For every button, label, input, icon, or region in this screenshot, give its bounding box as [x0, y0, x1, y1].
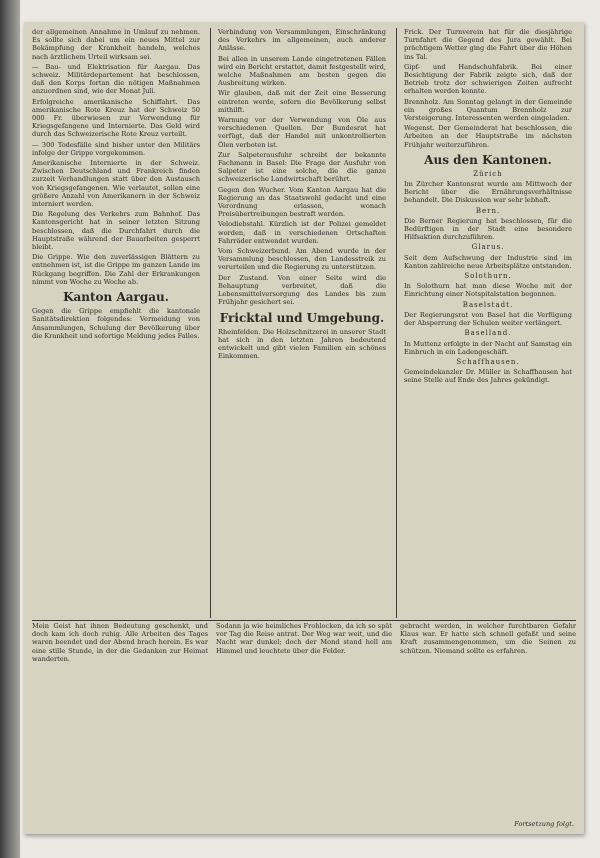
- article-paragraph: Amerikanische Internierte in der Schweiz. Zwischen Deutschland und Frankreich finden zurzeit Verhandlungen statt über den Austausch von Kriegsgefangenen. Wie verlautet, sollen eine größere Anzahl von Amerikanern in der Schweiz interniert werden.: [32, 159, 200, 209]
- article-paragraph: — Bau- und Elektrisation für Aargau. Das schweiz. Militärdepartement hat beschlossen, daß den Korps fortan die nötigen Maßnahmen anzuordnen sind, wie der Monat Juli.: [32, 62, 200, 96]
- article-paragraph: Der Zustand. Von einer Seite wird die Behauptung verbreitet, daß die Lebensmittelversorgung des Landes bis zum Frühjahr gesichert sei.: [218, 273, 386, 307]
- newspaper-page: [24, 22, 584, 834]
- article-paragraph: In Solothurn hat man diese Woche mit der Einrichtung einer Notspitalstation begonnen.: [404, 282, 572, 299]
- article-paragraph: Zur Salpeterausfuhr schreibt der bekannte Fachmann in Basel: Die Frage der Ausfuhr von Salpeter ist eine solche, die die ganze schweizerische Landwirtschaft berührt.: [218, 150, 386, 184]
- article-paragraph: Erfolgreiche amerikanische Schiffahrt. Das amerikanische Rote Kreuz hat der Schweiz 50 000 Fr. überwiesen zur Verwendung für Kriegsgefangene und Internierte. Das Geld wird durch das Schweizerische Rote Kreuz verteilt.: [32, 97, 200, 139]
- article-paragraph: Die Regelung des Verkehrs zum Bahnhof. Das Kantonsgericht hat in seiner letzten Sitzung beschlossen, daß die Durchfahrt durch die Hauptstraße während der Bauarbeiten gesperrt bleibt.: [32, 210, 200, 252]
- article-paragraph: Bei allen in unserem Lande eingetretenen Fällen wird ein Bericht erstattet, damit festgestellt wird, welche Maßnahmen am besten gegen die Ausbreitung wirken.: [218, 54, 386, 88]
- feuilleton-left: Mein Geist hat ihnen Bedeutung geschenkt, und doch kam ich doch ruhig. Alle Arbeiten des Tages waren beendet und der Abend brach herein. Es war eine stille Stunde, in der die Gedanken zur Heimat wanderten.: [32, 622, 208, 663]
- subheading-glarus: Glarus.: [471, 243, 505, 252]
- feuilleton-right: gebracht werden, in welcher furchtbaren Gefahr Klaus war. Er hatte sich schnell gefaßt und seine Kraft zusammengenommen, um die Seinen zu schützen. Niemand sollte es erfahren.: [400, 622, 576, 655]
- article-paragraph: Frick. Der Turnverein hat für die diesjährige Turnfahrt die Gegend des Jura gewählt. Bei prächtigem Wetter ging die Fahrt über die Höhen ins Tal.: [404, 28, 572, 61]
- subheading-zurich: Zürich: [473, 169, 503, 178]
- article-paragraph: Die Grippe. Wie den zuverlässigen Blättern zu entnehmen ist, ist die Grippe im ganzen Lande im Rückgang begriffen. Die Zahl der Erkrankungen nimmt von Woche zu Woche ab.: [32, 253, 200, 286]
- article-paragraph: Die Berner Regierung hat beschlossen, für die Bedürftigen in der Stadt eine besondere Hilfsaktion durchzuführen.: [404, 216, 572, 242]
- article-paragraph: Gegen die Grippe empfiehlt die kantonale Sanitätsdirektion folgendes: Vermeidung von Ansammlungen, Schulung der Bevölkerung über die Krankheit und sofortige Meldung jedes Falles.: [32, 307, 200, 340]
- feuilleton-divider: [32, 620, 576, 621]
- section-heading-aargau: Kanton Aargau.: [63, 290, 169, 305]
- article-paragraph: Velodiebstahl. Kürzlich ist der Polizei gemeldet worden, daß in verschiedenen Ortschaften Fahrräder entwendet wurden.: [218, 220, 386, 245]
- article-paragraph: Warnung vor der Verwendung von Öle aus verschiedenen Quellen. Der Bundesrat hat verfügt, daß der Handel mit unkontrollierten Ölen verboten ist.: [218, 116, 386, 149]
- column-divider: [210, 28, 211, 618]
- column-divider: [396, 28, 397, 618]
- book-binding: [0, 0, 20, 858]
- article-paragraph: Gegen den Wucher. Vom Kanton Aargau hat die Regierung an das Staatswohl gedacht und eine Verordnung erlassen, wonach Preisübertreibungen bestraft werden.: [218, 185, 386, 219]
- article-paragraph: Gemeindekanzler Dr. Müller in Schaffhausen hat seine Stelle auf Ende des Jahres gekündigt.: [404, 368, 572, 385]
- article-paragraph: Rheinfelden. Die Holzschnitzerei in unserer Stadt hat sich in den letzten Jahren bedeutend entwickelt und gibt vielen Familien ein schönes Einkommen.: [218, 327, 386, 361]
- article-paragraph: Verbindung von Versammlungen, Einschränkung des Verkehrs im allgemeinen, auch anderer Anlässe.: [218, 28, 386, 53]
- article-paragraph: Der Regierungsrat von Basel hat die Verfügung der Absperrung der Schulen weiter verlängert.: [404, 310, 572, 328]
- section-heading-fricktal: Fricktal und Umgebung.: [219, 310, 385, 325]
- subheading-bern: Bern.: [475, 206, 501, 215]
- section-heading-kantonen: Aus den Kantonen.: [424, 152, 552, 167]
- subheading-baselland: Baselland.: [464, 329, 512, 338]
- subheading-schaffhausen: Schaffhausen.: [456, 357, 520, 366]
- article-paragraph: — 300 Todesfälle sind bisher unter den Militärs infolge der Grippe vorgekommen.: [32, 140, 200, 157]
- article-paragraph: Brennholz. Am Sonntag gelangt in der Gemeinde ein großes Quantum Brennholz zur Versteigerung. Interessenten werden eingeladen.: [404, 97, 572, 123]
- article-paragraph: Wegenst. Der Gemeinderat hat beschlossen, die Arbeiten an der Hauptstraße im nächsten Frühjahr weiterzuführen.: [404, 124, 572, 149]
- subheading-baselstadt: Baselstadt.: [462, 300, 514, 309]
- continuation-note: Fortsetzung folgt.: [514, 820, 574, 828]
- article-paragraph: Im Zürcher Kantonsrat wurde am Mittwoch der Bericht über die Ernährungsverhältnisse behandelt. Die Diskussion war sehr lebhaft.: [404, 180, 572, 205]
- article-paragraph: Seit dem Aufschwung der Industrie sind im Kanton zahlreiche neue Arbeitsplätze entstanden.: [404, 253, 572, 270]
- article-paragraph: Wir glauben, daß mit der Zeit eine Besserung eintreten werde, sofern die Bevölkerung selbst mithilft.: [218, 89, 386, 114]
- article-paragraph: der allgemeinen Annahme in Umlauf zu nehmen. Es sollte sich dabei um ein neues Mittel zur Bekämpfung der Krankheit handeln, welches nach ärztlichem Urteil wirksam sei.: [32, 28, 200, 61]
- subheading-solothurn: Solothurn.: [464, 272, 512, 281]
- article-paragraph: Vom Schweizerbund. Am Abend wurde in der Versammlung beschlossen, den Landesstreik zu verurteilen und die Regierung zu unterstützen.: [218, 247, 386, 272]
- article-paragraph: Gipf- und Handschuhfabrik. Bei einer Besichtigung der Fabrik zeigte sich, daß der Betrieb trotz der schwierigen Zeiten aufrecht erhalten werden konnte.: [404, 62, 572, 96]
- feuilleton-middle: Sodann ja wie heimliches Frohlocken, da ich so spät vor Tag die Reise antrat. Der Weg war weit, und die Nacht war dunkel; doch der Mond stand hell am Himmel und leuchtete über die Felder.: [216, 622, 392, 655]
- article-paragraph: In Muttenz erfolgte in der Nacht auf Samstag ein Einbruch in ein Ladengeschäft.: [404, 339, 572, 356]
